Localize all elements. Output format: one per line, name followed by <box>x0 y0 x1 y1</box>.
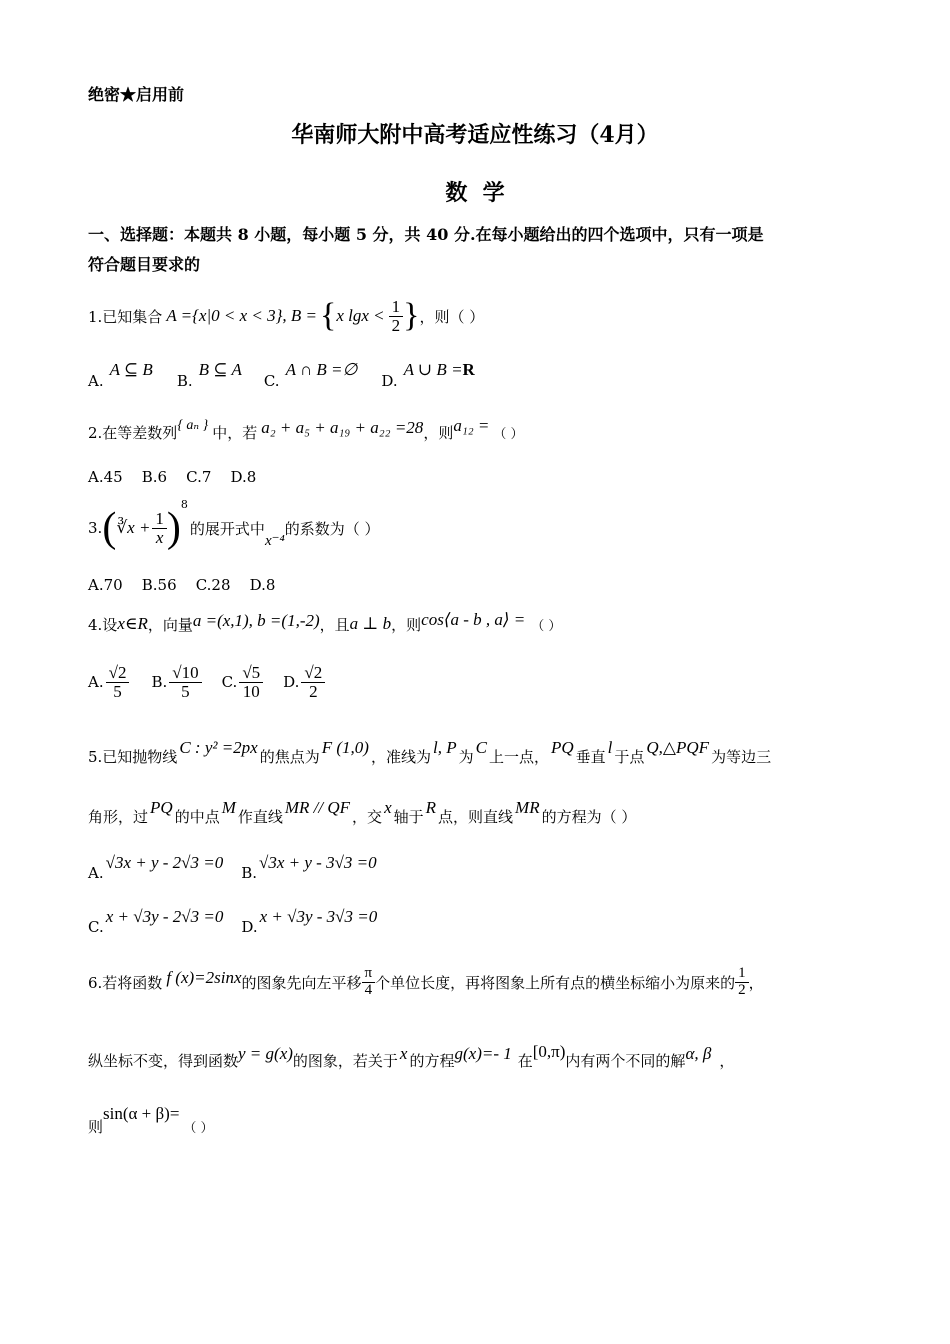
q5-opt-c-label: C. <box>88 918 104 936</box>
q4-opt-c-label: C. <box>221 673 238 691</box>
q1-opt-d-label: D. <box>381 372 398 390</box>
q4-options <box>88 654 325 710</box>
q4-opt-a-label: A. <box>88 673 104 691</box>
q6-gfunc: y = g(x) <box>238 1044 293 1063</box>
q4-opt-a-den: 5 <box>113 681 122 701</box>
question-6-line-3 <box>88 1100 214 1140</box>
q6-line2-b: 的图象，若关于 <box>292 1051 398 1070</box>
q5-line2-run-4: 作直线 <box>237 807 283 826</box>
q3-term: x⁻⁴ <box>264 532 285 549</box>
q6-shift-num: π <box>362 966 376 983</box>
q5-line1-run-9: PQ <box>550 738 574 757</box>
q1-set-b-pre: , B = <box>282 306 318 325</box>
q4-opt-d-label: D. <box>283 673 300 691</box>
q2-then: ，则 <box>423 423 454 442</box>
q1-set-a: A ={x|0 < x < 3} <box>166 306 283 325</box>
q6-equation: g(x)=- 1 <box>454 1044 512 1063</box>
q4-opt-b <box>169 664 201 701</box>
q5-line1-run-4: ，准线为 <box>370 747 431 766</box>
subject-title: 数 学 <box>445 180 505 206</box>
q1-opt-c: A ∩ B =∅ <box>285 360 358 379</box>
question-6-line-2 <box>88 1040 734 1080</box>
q4-opt-d-num: √2 <box>301 664 325 683</box>
q6-shift-text: 的图象先向左平移 <box>241 973 362 992</box>
q5-line1-run-5: l, P <box>432 738 457 757</box>
q5-line1-run-2: 的焦点为 <box>259 747 320 766</box>
q5-opt-b-label: B. <box>241 864 258 882</box>
q6-scale-fraction <box>735 966 749 999</box>
q2-sequence: { aₙ } <box>177 417 209 433</box>
q5-line1-run-10: 垂直 <box>575 747 606 766</box>
q3-paren-right: ) <box>166 505 181 551</box>
q6-xvar: x <box>399 1044 408 1063</box>
q1-opt-d-set-r: R <box>462 360 475 379</box>
q1-brace-left: { <box>320 297 337 334</box>
q2-lead: 2.在等差数列 <box>88 423 178 442</box>
question-5-line-2 <box>88 796 636 836</box>
q2-tail: （ ） <box>493 426 524 442</box>
q5-line2-run-0: 角形，过 <box>88 807 149 826</box>
question-3 <box>88 498 380 558</box>
q6-shift-den: 4 <box>364 981 373 998</box>
q5-line2-run-6: ，交 <box>352 807 383 826</box>
q5-line2-run-8: 轴于 <box>393 807 424 826</box>
q6-interval: [0,π) <box>532 1042 566 1061</box>
q3-frac-num: 1 <box>152 510 167 529</box>
q4-opt-b-den: 5 <box>181 681 190 701</box>
q5-line2-run-3: M <box>221 798 236 817</box>
question-1 <box>88 288 484 344</box>
q5-options-row-2 <box>88 900 377 934</box>
q3-power: 8 <box>180 497 188 511</box>
q6-line2-f: ， <box>719 1051 735 1070</box>
q5-line1-run-12: 于点 <box>614 747 645 766</box>
q4-perp: a ⊥ b <box>349 614 392 633</box>
q3-frac-den: x <box>155 527 164 547</box>
q5-opt-b: √3x + y - 3√3 =0 <box>259 853 377 872</box>
q4-opt-a-num: √2 <box>106 664 130 683</box>
q1-set-b-body: x lgx < <box>336 306 385 325</box>
q1-opt-d: A ∪ B = <box>403 360 463 379</box>
q6-line2-d: 在 <box>517 1051 533 1070</box>
q6-line2-c: 的方程 <box>409 1051 455 1070</box>
q1-brace-right: } <box>403 297 420 334</box>
q5-options-row-1 <box>88 846 377 880</box>
q1-opt-a: A ⊆ B <box>109 360 153 379</box>
q5-line1-run-13: Q,△PQF <box>646 738 710 757</box>
q5-line1-run-3: F (1,0) <box>321 738 369 757</box>
q5-line2-run-11: MR <box>515 798 540 817</box>
q1-frac-num: 1 <box>389 298 404 317</box>
section-heading-cont: 符合题目要求的 <box>88 255 201 274</box>
q6-lead: 6.若将函数 <box>88 973 163 992</box>
q4-opt-c-den: 10 <box>242 681 260 701</box>
q1-opt-a-label: A. <box>88 372 104 390</box>
q6-line1-end: ， <box>748 973 764 992</box>
q5-opt-d-label: D. <box>241 918 258 936</box>
q6-tail: （ ） <box>183 1120 214 1136</box>
q5-opt-d: x + √3y - 3√3 =0 <box>259 907 378 926</box>
q4-opt-d <box>301 664 325 701</box>
q5-line1-run-8: 上一点， <box>488 747 549 766</box>
q3-fraction <box>152 510 167 547</box>
q6-shift-fraction <box>362 966 376 999</box>
q5-line1-run-11: l <box>607 738 613 757</box>
q3-expr: ∛x + <box>116 518 151 537</box>
q5-line2-run-1: PQ <box>150 798 173 817</box>
q6-sin: sin(α + β)= <box>103 1104 180 1123</box>
q5-line1-run-1: C : y² =2px <box>179 738 258 757</box>
q5-line2-run-9: R <box>425 798 437 817</box>
question-6-line-1 <box>88 952 764 1012</box>
q1-fraction <box>389 298 404 335</box>
q6-line2-a: 纵坐标不变，得到函数 <box>88 1051 239 1070</box>
q5-line1-run-14: 为等边三 <box>711 747 772 766</box>
q4-opt-d-den: 2 <box>309 681 318 701</box>
q1-tail: ，则（ ） <box>419 307 485 326</box>
q5-line2-run-7: x <box>384 798 392 817</box>
q5-opt-c: x + √3y - 2√3 =0 <box>105 907 224 926</box>
q5-line2-run-2: 的中点 <box>174 807 220 826</box>
q6-solutions: α, β <box>685 1044 712 1063</box>
q3-lead: 3. <box>88 519 103 537</box>
q1-opt-b-label: B. <box>176 372 193 390</box>
q3-options: A.70 B.56 C.28 D.8 <box>88 576 276 594</box>
q5-opt-a: √3x + y - 2√3 =0 <box>105 853 224 872</box>
q5-line2-run-5: MR // QF <box>284 798 351 817</box>
q1-opt-c-label: C. <box>263 372 280 390</box>
q2-target: a₁₂ = <box>453 416 490 435</box>
q2-options: A.45 B.6 C.7 D.8 <box>88 468 257 486</box>
q4-mid2: ，且 <box>319 615 350 634</box>
q6-scale-num: 1 <box>735 966 749 983</box>
q6-line2-e: 内有两个不同的解 <box>565 1051 686 1070</box>
q1-frac-den: 2 <box>391 315 401 335</box>
q5-line2-run-12: 的方程为（ ） <box>541 807 637 826</box>
q6-func: f (x)=2sinx <box>166 968 242 987</box>
q4-tail: （ ） <box>531 618 562 634</box>
q4-condition: x∈R <box>117 614 148 633</box>
q1-opt-b: B ⊆ A <box>198 360 242 379</box>
q5-line1-run-0: 5.已知抛物线 <box>88 747 178 766</box>
q4-mid3: ，则 <box>391 615 422 634</box>
q5-line1-run-7: C <box>475 738 487 757</box>
q5-line1-run-6: 为 <box>458 747 474 766</box>
q1-lead: 1.已知集合 <box>88 307 163 326</box>
q4-vectors: a =(x,1), b =(1,-2) <box>192 611 320 630</box>
q5-line2-run-10: 点，则直线 <box>438 807 514 826</box>
q3-mid: 的展开式中 <box>189 519 265 538</box>
page-title: 华南师大附中高考适应性练习（4月） <box>291 122 659 148</box>
q4-opt-b-num: √10 <box>169 664 201 683</box>
q4-opt-b-label: B. <box>151 673 168 691</box>
q3-tail: 的系数为（ ） <box>284 519 380 538</box>
q2-mid: 中，若 <box>212 423 258 442</box>
question-2 <box>88 412 524 452</box>
secret-mark: 绝密★启用前 <box>88 85 185 104</box>
q4-cos: cos⟨a - b , a⟩ = <box>421 610 526 629</box>
q1-options <box>88 356 475 390</box>
section-heading: 一、选择题：本题共 8 小题，每小题 5 分，共 40 分.在每小题给出的四个选项中，只有一项是 <box>88 225 764 244</box>
q6-line3-a: 则 <box>88 1117 104 1136</box>
q6-scale-den: 2 <box>738 981 746 998</box>
q4-opt-c-num: √5 <box>239 664 263 683</box>
question-4 <box>88 604 561 644</box>
q4-mid1: ，向量 <box>147 615 193 634</box>
q4-lead: 4.设 <box>88 615 118 634</box>
q4-opt-c <box>239 664 263 701</box>
q3-paren-left: ( <box>102 505 117 551</box>
q6-scale-text: 个单位长度，再将图象上所有点的横坐标缩小为原来的 <box>375 973 736 992</box>
q5-opt-a-label: A. <box>88 864 104 882</box>
q2-sum: a₂ + a₅ + a₁₉ + a₂₂ =28 <box>261 418 424 437</box>
question-5-line-1 <box>88 736 771 776</box>
q4-opt-a <box>106 664 130 701</box>
